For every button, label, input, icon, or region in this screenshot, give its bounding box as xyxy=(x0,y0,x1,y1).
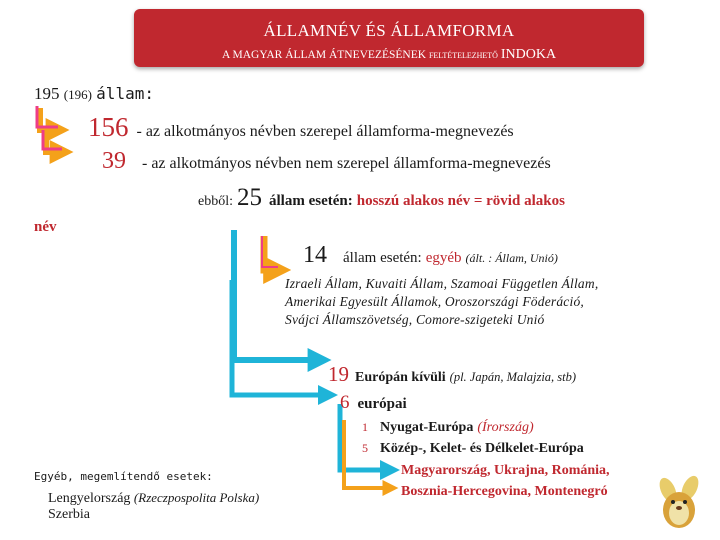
other-cases xyxy=(34,470,259,523)
european-line xyxy=(340,392,407,414)
country-line: Magyarország, Ukrajna, Románia, xyxy=(401,463,610,478)
count-line xyxy=(34,84,154,104)
subtitle-main: A MAGYAR ÁLLAM ÁTNEVEZÉSÉNEK xyxy=(221,49,427,61)
west-note: (Írország) xyxy=(477,420,534,435)
other-case-serbia: Szerbia xyxy=(48,507,90,522)
european-text: európai xyxy=(357,396,407,412)
count-number: 195 xyxy=(34,84,60,103)
non-european-note: (pl. Japán, Malajzia, stb) xyxy=(449,370,577,384)
subtitle-small: FELTÉTELEZHETŐ xyxy=(428,51,498,60)
other-note: (ált. : Állam, Unió) xyxy=(465,251,558,265)
example-line: Amerikai Egyesült Államok, Oroszországi Föderáció, xyxy=(285,294,584,309)
page-title: ÁLLAMNÉV ÉS ÁLLAMFORMA xyxy=(263,21,515,40)
other-case-poland-name: Lengyelország xyxy=(48,491,131,506)
other-case-poland-note: (Rzeczpospolita Polska) xyxy=(133,490,260,505)
example-line: Izraeli Állam, Kuvaiti Állam, Szamoai Független Állam, xyxy=(285,276,599,291)
east-line xyxy=(362,439,584,457)
non-european-line xyxy=(328,362,576,387)
other-text: állam esetén: xyxy=(343,250,422,266)
short-wrap: név xyxy=(34,219,57,235)
form-text: - az alkotmányos névben szerepel államforma-megnevezés xyxy=(136,123,514,140)
east-number: 5 xyxy=(362,441,368,455)
mascot-image xyxy=(650,468,708,532)
east-text: Közép-, Kelet- és Délkelet-Európa xyxy=(380,441,584,456)
count-label: állam: xyxy=(96,84,154,103)
form-number: 156 xyxy=(88,112,129,142)
short-prefix: ebből: xyxy=(198,194,233,209)
short-number: 25 xyxy=(237,184,262,211)
noform-text: - az alkotmányos névben nem szerepel államforma-megnevezés xyxy=(142,155,551,172)
arrow-14 xyxy=(264,236,280,270)
west-line xyxy=(362,418,534,436)
short-text: állam esetén: xyxy=(269,193,353,209)
form-line xyxy=(88,112,514,143)
noform-number: 39 xyxy=(102,148,126,174)
other-case-poland xyxy=(48,490,259,507)
other-highlight: egyéb xyxy=(425,250,462,266)
count-alt: (196) xyxy=(63,87,92,102)
subtitle-end: INDOKA xyxy=(500,47,557,62)
east-countries xyxy=(401,460,610,502)
non-european-text: Európán kívüli xyxy=(355,370,446,385)
short-line xyxy=(198,184,565,212)
west-text: Nyugat-Európa xyxy=(380,420,474,435)
examples-block xyxy=(285,275,598,329)
european-number: 6 xyxy=(340,392,350,413)
west-number: 1 xyxy=(362,420,368,434)
other-line xyxy=(303,242,558,269)
short-highlight: hosszú alakos név = rövid alakos xyxy=(356,193,565,209)
noform-line xyxy=(102,148,551,175)
other-number: 14 xyxy=(303,242,327,268)
country-line: Bosznia-Hercegovina, Montenegró xyxy=(401,484,608,499)
non-european-number: 19 xyxy=(328,362,349,386)
example-line: Svájci Államszövetség, Comore-szigeteki Unió xyxy=(285,312,545,327)
other-cases-title: Egyéb, megemlítendő esetek: xyxy=(34,470,213,483)
